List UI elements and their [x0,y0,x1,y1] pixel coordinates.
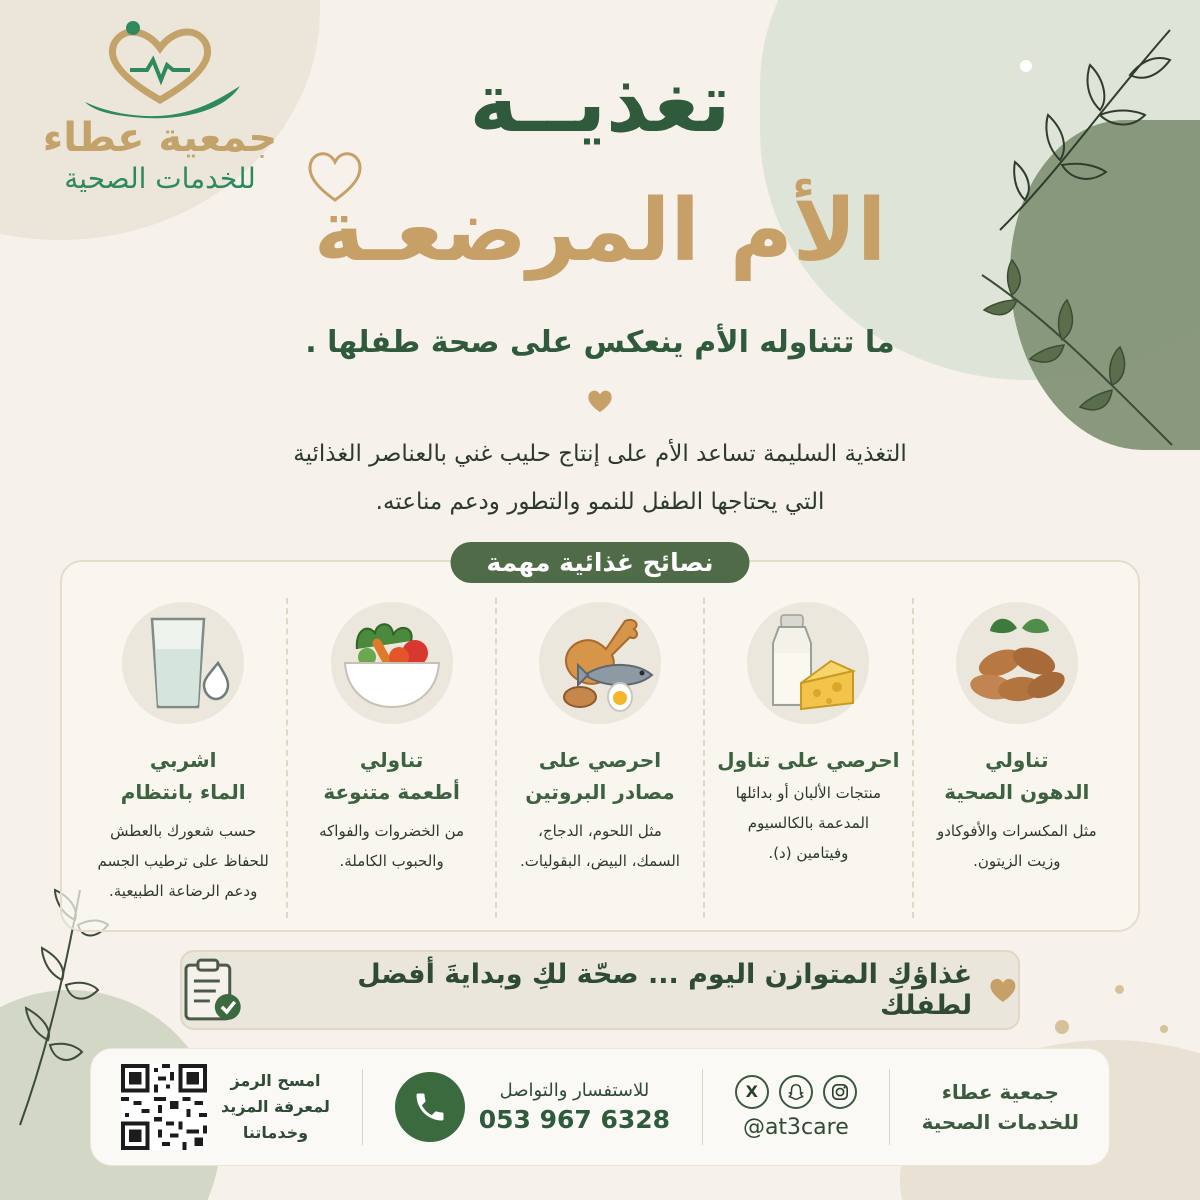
vegetable-bowl-icon [337,613,447,713]
tip-icon-circle [956,602,1078,724]
footer-contact [395,1072,670,1142]
tip-desc-line: وفيتامين (د). [768,844,849,862]
tip-description [711,778,905,868]
tagline: ما تتناوله الأم ينعكس على صحة طفلها . [305,325,895,360]
footer-org-line: للخدمات الصحية [921,1110,1079,1134]
tip-desc-line: منتجات الألبان أو بدائلها [735,784,882,802]
tip-title-line: احرصي على تناول [717,748,900,772]
tip-title-line: احرصي على [538,748,662,772]
heart-icon [988,976,1018,1004]
phone-icon[interactable] [395,1072,465,1142]
footer-contact-text [479,1080,670,1134]
intro-line: التغذية السليمة تساعد الأم على إنتاج حليب غني بالعناصر الغذائية [293,441,907,467]
almonds-icon [962,613,1072,713]
tip-title-line: اشربي [149,748,217,772]
qr-caption-line: لمعرفة المزيد [221,1097,330,1116]
footer [90,1048,1110,1166]
footer-divider [702,1069,703,1145]
tip-item [495,598,703,918]
tip-title [86,744,280,808]
footer-divider [889,1069,890,1145]
tip-desc-line: مثل اللحوم، الدجاج، [538,822,662,840]
tip-desc-line: مثل المكسرات والأفوكادو [936,822,1097,840]
milk-cheese-icon [753,613,863,713]
x-icon[interactable]: X [735,1075,769,1109]
tip-desc-line: المدعمة بالكالسيوم [747,814,870,832]
tip-title-line: أطعمة متنوعة [323,780,460,804]
tip-title-line: تناولي [359,748,424,772]
logo-org-name: جمعية عطاء [42,115,278,161]
tip-item [912,598,1120,918]
instagram-icon[interactable] [823,1075,857,1109]
tip-item [80,598,286,918]
chicken-fish-egg-icon [540,613,660,713]
tip-desc-line: السمك، البيض، البقوليات. [519,852,680,870]
tip-title-line: تناولي [985,748,1049,772]
intro-line: التي يحتاجها الطفل للنمو والتطور ودعم مناعته. [375,489,825,515]
footer-divider [362,1069,363,1145]
phone-number[interactable]: 053 967 6328 [478,1105,671,1134]
snapchat-icon[interactable] [779,1075,813,1109]
qr-caption-line: امسح الرمز [230,1071,321,1090]
tip-description [920,816,1114,876]
tip-title [294,744,488,808]
heart-icon [586,388,614,414]
tip-description [294,816,488,876]
tip-desc-line: حسب شعورك بالعطش [110,822,257,840]
tip-icon-circle [747,602,869,724]
tips-heading: نصائح غذائية مهمة [451,542,750,583]
motto-banner [180,950,1020,1030]
qr-caption-line: وخدماتنا [242,1123,309,1142]
logo-org-subtitle: للخدمات الصحية [64,162,256,195]
footer-org [922,1077,1079,1137]
water-glass-icon [128,613,238,713]
tip-desc-line: للحفاظ على ترطيب الجسم [97,852,269,870]
clipboard-check-icon [182,957,244,1023]
tip-item [703,598,911,918]
tip-title-line: الدهون الصحية [944,780,1090,804]
decor-dot [1160,1025,1168,1033]
tip-desc-line: من الخضروات والفواكه [319,822,465,840]
decor-dot [1055,1020,1069,1034]
tip-icon-circle [122,602,244,724]
social-handle[interactable]: @at3care [742,1114,849,1140]
tip-icon-circle [539,602,661,724]
page-title: تغذيــة [469,56,731,151]
footer-org-line: جمعية عطاء [941,1080,1059,1104]
qr-code-icon[interactable] [121,1064,207,1150]
motto-text: غذاؤكِ المتوازن اليوم ... صحّة لكِ وبدايةَ أفضل لطفلك [357,959,973,1021]
tip-title-line: الماء بانتظام [120,780,246,804]
tip-icon-circle [331,602,453,724]
tip-item [286,598,494,918]
footer-social [735,1075,857,1140]
tip-description [503,816,697,876]
tip-desc-line: ودعم الرضاعة الطبيعية. [108,882,258,900]
footer-qr [121,1064,330,1150]
page-subtitle: الأم المرضعـة [313,181,887,281]
footer-org-name [922,1077,1079,1137]
tip-title [711,744,905,776]
tip-desc-line: والحبوب الكاملة. [339,852,444,870]
tip-title-line: مصادر البروتين [525,780,675,804]
tip-title [920,744,1114,808]
contact-label: للاستفسار والتواصل [499,1080,650,1101]
intro-paragraph [220,430,980,526]
qr-caption [221,1068,330,1146]
tips-list [80,598,1120,918]
decor-dot [1115,985,1124,994]
tip-title [503,744,697,808]
social-icons [735,1075,857,1109]
tip-description [86,816,280,906]
tip-desc-line: وزيت الزيتون. [973,852,1061,870]
